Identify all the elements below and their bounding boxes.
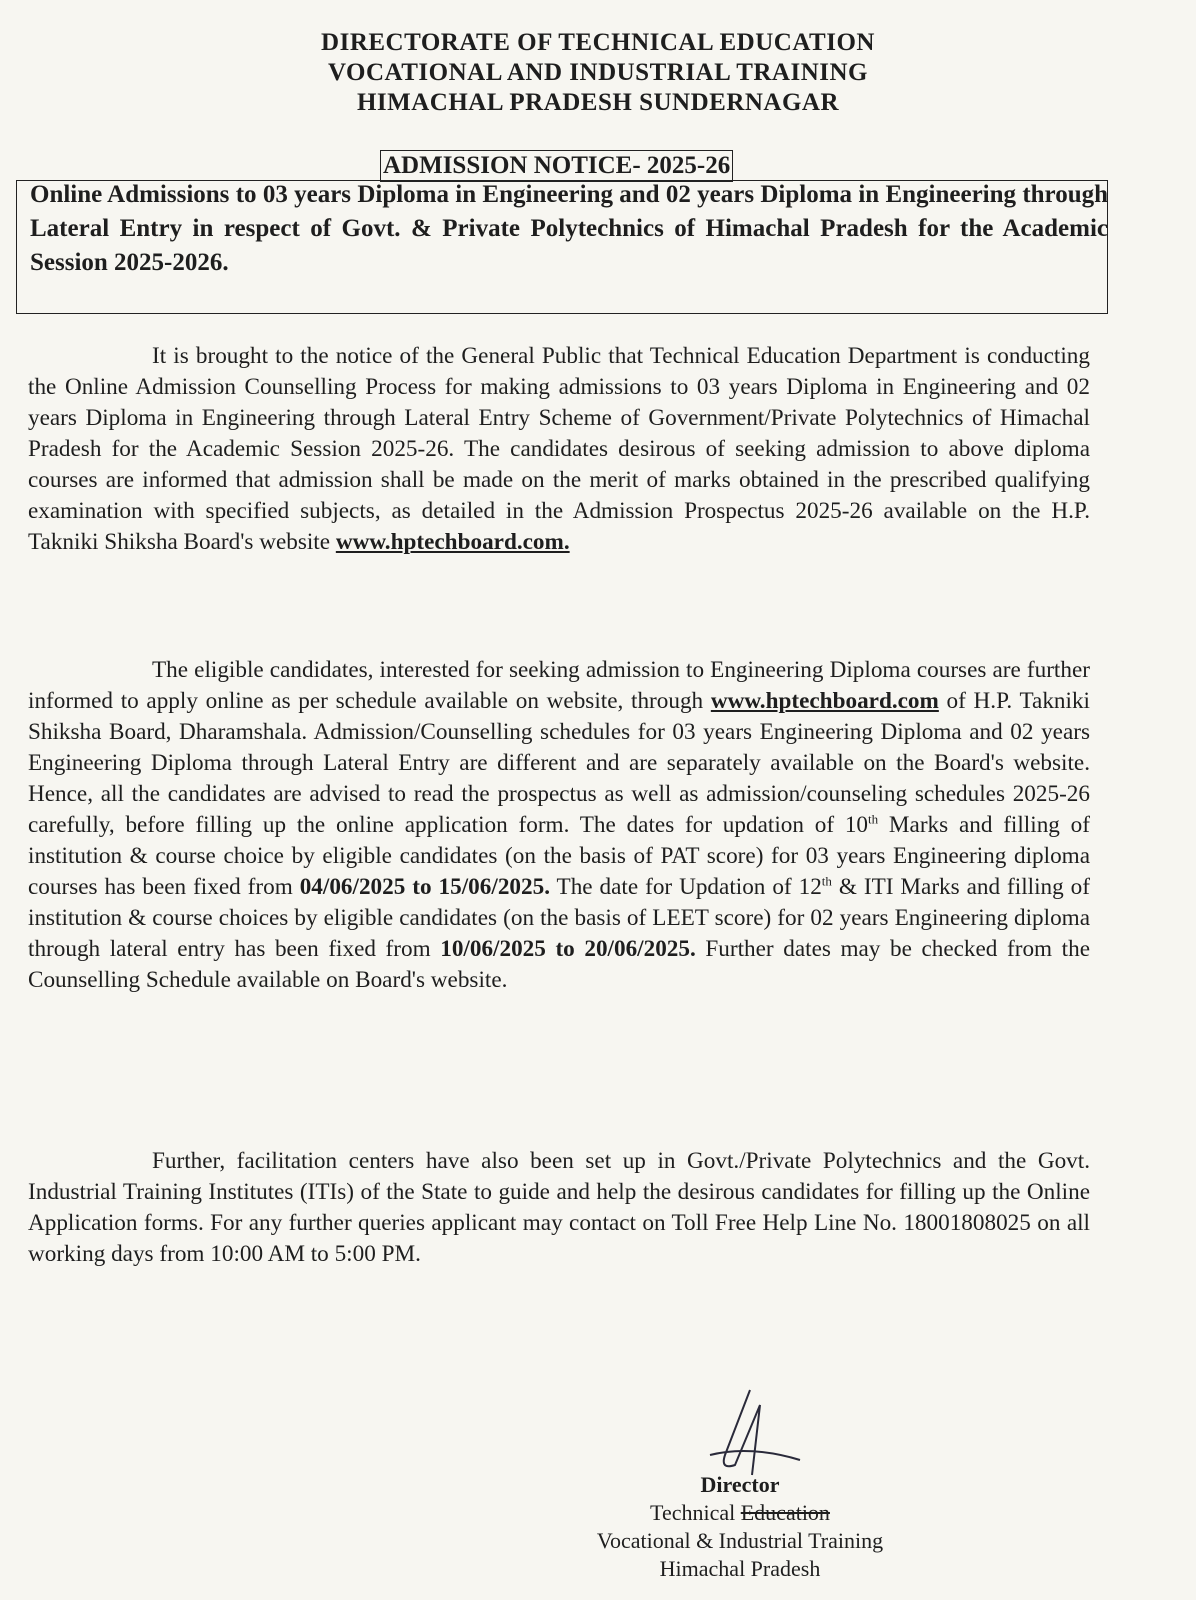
signatory-line-3: Vocational & Industrial Training [596,1528,884,1553]
header-line-1: DIRECTORATE OF TECHNICAL EDUCATION [321,29,875,56]
paragraph-2-text-d: The date for Updation of 12 [550,874,822,900]
superscript-th-2: th [821,873,832,889]
paragraph-2-text-c: Marks and filling of institution & course choice by eligible candidates (on the basis of PAT score) for 03 years Engineering diploma courses has been fixed from [28,812,1090,900]
paragraph-2-text-b: of H.P. Takniki Shiksha Board, Dharamshala. Admission/Counselling schedules for 03 years Engineering Diploma and 02 years Engineering Diploma through Lateral Entry are different and are separately available on the Board's website. Hence, all the candidates are advised to read the prospectus as well as admission/counseling schedules 2025-26 carefully, before filling up the online application form. The dates for updation of 10 [28,688,1090,838]
website-link-1[interactable]: www.hptechboard.com. [335,529,570,555]
superscript-th-1: th [868,811,879,827]
paragraph-2-text-e: & ITI Marks and filling of institution & course choices by eligible candidates (on the basis of LEET score) for 02 years Engineering diploma through lateral entry has been fixed from [28,874,1090,962]
paragraph-3 [28,1146,1090,1270]
signatory-line-4: Himachal Pradesh [659,1556,821,1581]
paragraph-2 [28,655,1090,996]
paragraph-2-text-a: The eligible candidates, interested for seeking admission to Engineering Diploma courses are further informed to apply online as per schedule available on website, through [28,657,1090,714]
signatory-line-2a: Technical [650,1500,741,1525]
signatory-details [560,1471,920,1583]
paragraph-2-text-f: Further dates may be checked from the Counselling Schedule available on Board's website. [28,936,1090,993]
signatory-line-2 [560,1499,920,1527]
notice-title: ADMISSION NOTICE- 2025-26 [380,150,733,182]
header-line-2: VOCATIONAL AND INDUSTRIAL TRAINING [328,59,868,86]
signatory-designation: Director [700,1472,780,1497]
date-range-1: 04/06/2025 to 15/06/2025. [299,874,550,900]
paragraph-1 [28,341,1090,558]
paragraph-1-text: It is brought to the notice of the General Public that Technical Education Department is conducting the Online Admission Counselling Process for making admissions to 03 years Diploma in Engineering and 02 years Diploma in Engineering through Lateral Entry Scheme of Government/Private Polytechnics of Himachal Pradesh for the Academic Session 2025-26. The candidates desirous of seeking admission to above diploma courses are informed that admission shall be made on the merit of marks obtained in the prescribed qualifying examination with specified subjects, as detailed in the Admission Prospectus 2025-26 available on the H.P. Takniki Shiksha Board's website [28,343,1090,555]
paragraph-3-text: Further, facilitation centers have also been set up in Govt./Private Polytechnics and the Govt. Industrial Training Institutes (ITIs) of the State to guide and help the desirous candidates for filling up the Online Application forms. For any further queries applicant may contact on Toll Free Help Line No. 18001808025 on all working days from 10:00 AM to 5:00 PM. [28,1148,1090,1267]
document-header [0,28,1196,118]
date-range-2: 10/06/2025 to 20/06/2025. [440,936,696,962]
signatory-line-2b: Education [740,1500,830,1525]
handwritten-signature [690,1385,810,1485]
notice-subject: Online Admissions to 03 years Diploma in Engineering and 02 years Diploma in Engineering through Lateral Entry in respect of Govt. & Private Polytechnics of Himachal Pradesh for the Academic Session 2025-2026. [30,181,1108,276]
website-link-2[interactable]: www.hptechboard.com [710,688,939,714]
signature-block [560,1385,940,1595]
header-line-3: HIMACHAL PRADESH SUNDERNAGAR [356,89,840,116]
